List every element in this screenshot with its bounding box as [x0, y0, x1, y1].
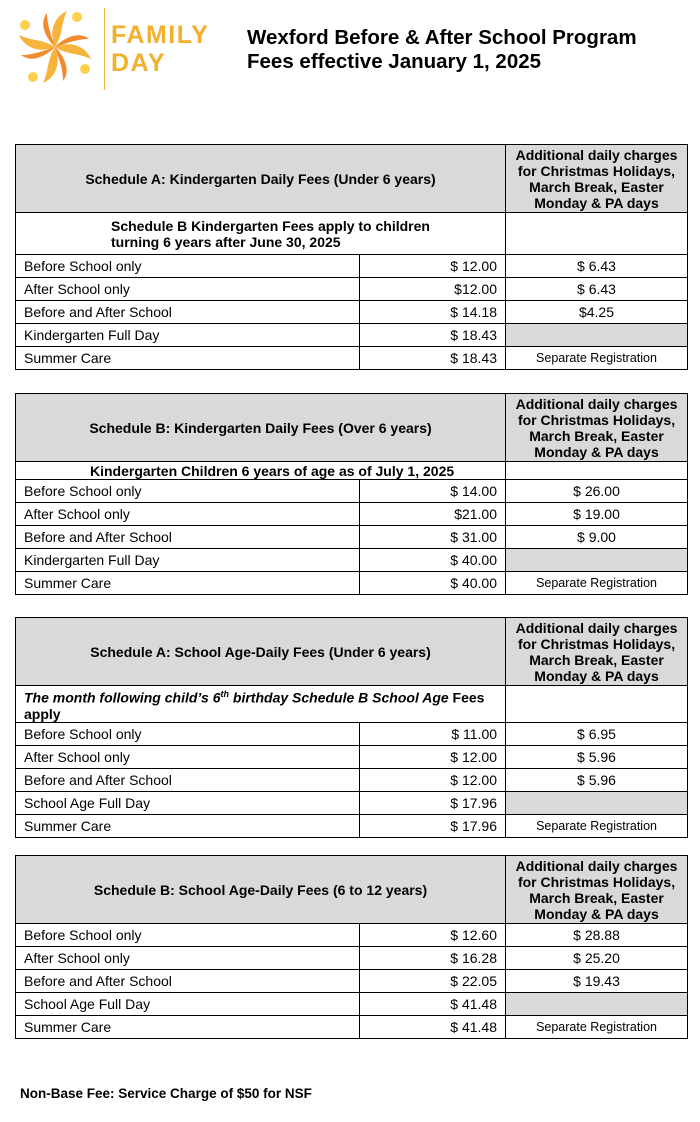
row-fee: $ 16.28 — [360, 947, 506, 970]
row-fee: $ 12.00 — [360, 768, 506, 791]
row-label: Before School only — [16, 255, 360, 278]
row-additional: Separate Registration — [506, 572, 688, 595]
fee-table-school-age-schedule-b — [15, 855, 688, 1039]
row-additional — [506, 549, 688, 572]
row-label: After School only — [16, 745, 360, 768]
row-additional — [506, 993, 688, 1016]
table-row — [16, 970, 688, 993]
brand-line-1: FAMILY — [111, 21, 210, 49]
row-additional: $ 5.96 — [506, 745, 688, 768]
row-label: Summer Care — [16, 814, 360, 837]
row-label: Kindergarten Full Day — [16, 324, 360, 347]
table-row — [16, 324, 688, 347]
row-fee: $ 12.00 — [360, 745, 506, 768]
table-row — [16, 947, 688, 970]
additional-charges-header: Additional daily charges for Christmas Holidays, March Break, Easter Monday & PA days — [506, 856, 688, 924]
table-row — [16, 255, 688, 278]
table-row — [16, 526, 688, 549]
page-title — [247, 26, 637, 74]
row-label: School Age Full Day — [16, 993, 360, 1016]
row-label: Summer Care — [16, 1016, 360, 1039]
fee-table-kindergarten-schedule-a — [15, 144, 688, 370]
row-fee: $ 14.00 — [360, 480, 506, 503]
row-additional: $ 6.95 — [506, 722, 688, 745]
row-label: Before School only — [16, 722, 360, 745]
table-row — [16, 572, 688, 595]
empty-cell — [506, 462, 688, 480]
table-row — [16, 814, 688, 837]
table-note: The month following child’s 6th birthday Schedule B School Age Fees apply — [16, 686, 506, 723]
table-note: Schedule B Kindergarten Fees apply to children turning 6 years after June 30, 2025 — [16, 213, 506, 255]
row-label: Before and After School — [16, 301, 360, 324]
row-fee: $ 17.96 — [360, 814, 506, 837]
row-label: Before and After School — [16, 526, 360, 549]
row-fee: $ 14.18 — [360, 301, 506, 324]
row-label: After School only — [16, 278, 360, 301]
row-fee: $ 31.00 — [360, 526, 506, 549]
row-fee: $ 11.00 — [360, 722, 506, 745]
title-line-1: Wexford Before & After School Program — [247, 26, 637, 49]
row-additional: Separate Registration — [506, 1016, 688, 1039]
additional-charges-header: Additional daily charges for Christmas Holidays, March Break, Easter Monday & PA days — [506, 618, 688, 686]
row-fee: $ 17.96 — [360, 791, 506, 814]
row-label: Before School only — [16, 480, 360, 503]
empty-cell — [506, 213, 688, 255]
empty-cell — [506, 686, 688, 723]
table-row — [16, 503, 688, 526]
table-row — [16, 301, 688, 324]
pinwheel-logo-icon — [14, 6, 96, 88]
row-fee: $ 41.48 — [360, 993, 506, 1016]
row-fee: $ 41.48 — [360, 1016, 506, 1039]
table-row — [16, 993, 688, 1016]
row-label: After School only — [16, 947, 360, 970]
title-line-2: Fees effective January 1, 2025 — [247, 50, 542, 73]
row-label: School Age Full Day — [16, 791, 360, 814]
table-heading: Schedule A: School Age-Daily Fees (Under 6 years) — [16, 618, 506, 686]
row-additional: $ 26.00 — [506, 480, 688, 503]
table-heading: Schedule B: School Age-Daily Fees (6 to 12 years) — [16, 856, 506, 924]
table-row — [16, 768, 688, 791]
row-additional: Separate Registration — [506, 814, 688, 837]
row-fee: $ 18.43 — [360, 324, 506, 347]
row-additional — [506, 324, 688, 347]
row-fee: $12.00 — [360, 278, 506, 301]
table-row — [16, 722, 688, 745]
row-label: Summer Care — [16, 572, 360, 595]
row-fee: $ 18.43 — [360, 347, 506, 370]
table-row — [16, 347, 688, 370]
row-additional: $ 9.00 — [506, 526, 688, 549]
row-additional: $4.25 — [506, 301, 688, 324]
row-additional: $ 28.88 — [506, 924, 688, 947]
table-row — [16, 745, 688, 768]
row-fee: $ 12.60 — [360, 924, 506, 947]
row-additional — [506, 791, 688, 814]
table-row — [16, 278, 688, 301]
family-day-logo — [14, 6, 214, 90]
table-row — [16, 549, 688, 572]
fee-table-kindergarten-schedule-b — [15, 393, 688, 595]
row-fee: $21.00 — [360, 503, 506, 526]
table-row — [16, 1016, 688, 1039]
row-label: Before and After School — [16, 768, 360, 791]
brand-line-2: DAY — [111, 49, 166, 77]
row-additional: Separate Registration — [506, 347, 688, 370]
row-label: After School only — [16, 503, 360, 526]
row-additional: $ 19.00 — [506, 503, 688, 526]
row-label: Before and After School — [16, 970, 360, 993]
additional-charges-header: Additional daily charges for Christmas Holidays, March Break, Easter Monday & PA days — [506, 145, 688, 213]
row-additional: $ 5.96 — [506, 768, 688, 791]
row-additional: $ 19.43 — [506, 970, 688, 993]
table-row — [16, 924, 688, 947]
table-heading: Schedule B: Kindergarten Daily Fees (Over 6 years) — [16, 394, 506, 462]
row-fee: $ 40.00 — [360, 549, 506, 572]
row-fee: $ 12.00 — [360, 255, 506, 278]
logo-divider — [104, 8, 105, 90]
table-note: Kindergarten Children 6 years of age as of July 1, 2025 — [16, 462, 506, 480]
nsf-fee-note: Non-Base Fee: Service Charge of $50 for NSF — [20, 1086, 312, 1101]
row-label: Kindergarten Full Day — [16, 549, 360, 572]
row-label: Before School only — [16, 924, 360, 947]
fee-table-school-age-schedule-a — [15, 617, 688, 838]
table-heading: Schedule A: Kindergarten Daily Fees (Under 6 years) — [16, 145, 506, 213]
row-additional: $ 25.20 — [506, 947, 688, 970]
additional-charges-header: Additional daily charges for Christmas Holidays, March Break, Easter Monday & PA days — [506, 394, 688, 462]
row-additional: $ 6.43 — [506, 278, 688, 301]
table-row — [16, 480, 688, 503]
row-label: Summer Care — [16, 347, 360, 370]
row-fee: $ 40.00 — [360, 572, 506, 595]
row-fee: $ 22.05 — [360, 970, 506, 993]
table-row — [16, 791, 688, 814]
row-additional: $ 6.43 — [506, 255, 688, 278]
